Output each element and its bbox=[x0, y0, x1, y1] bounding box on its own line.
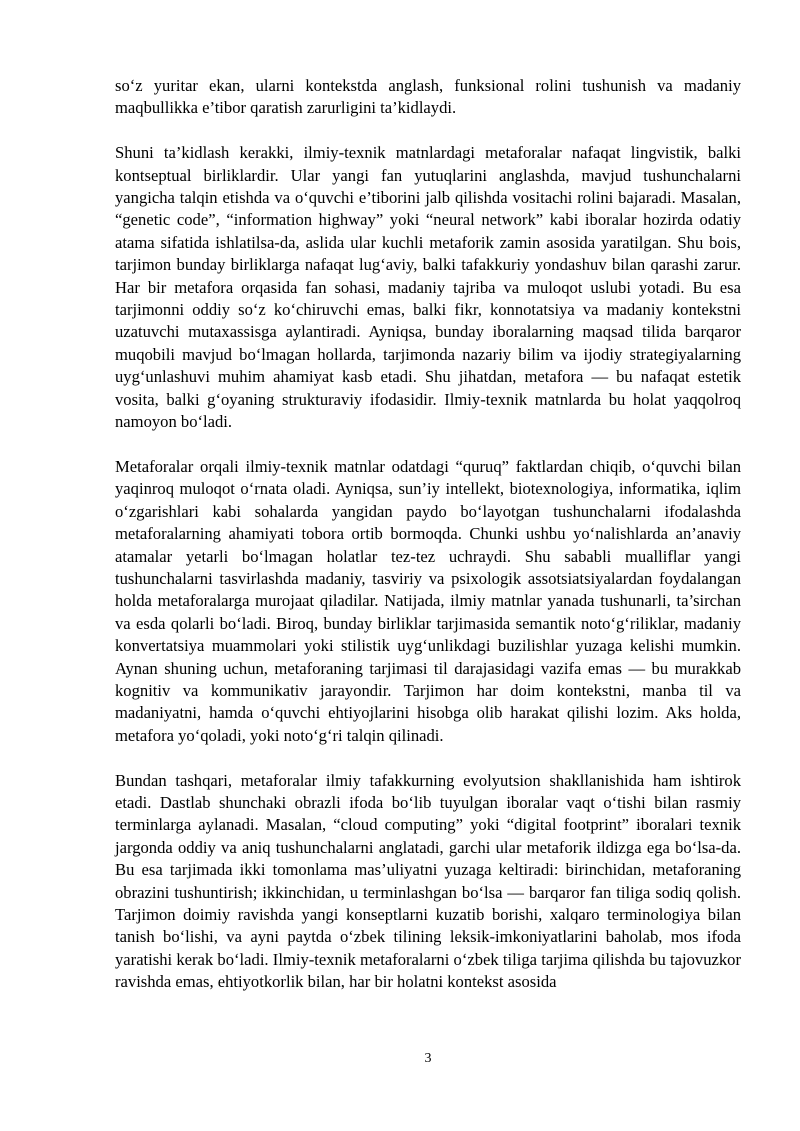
paragraph-3: Metaforalar orqali ilmiy-texnik matnlar odatdagi “quruq” faktlardan chiqib, o‘quvchi bilan yaqinroq muloqot o‘rnata oladi. Ayniqsa, sun’iy intellekt, biotexnologiya, informatika, iqlim o‘zgarishlari kabi sohalarda yangidan paydo bo‘layotgan tushunchalarni ifodalashda metaforalarning ahamiyati tobora ortib bormoqda. Chunki ushbu yo‘nalishlarda an’anaviy atamalar yetarli bo‘lmagan holatlar tez-tez uchraydi. Shu sababli mualliflar yangi tushunchalarni tasvirlashda madaniy, tasviriy va psixologik assotsiatsiyalardan foydalangan holda metaforalarga murojaat qiladilar. Natijada, ilmiy matnlar yanada tushunarli, ta’sirchan va esda qolarli bo‘ladi. Biroq, bunday birliklar tarjimasida semantik noto‘g‘riliklar, madaniy konvertatsiya muammolari yoki stilistik uyg‘unlikdagi buzilishlar yuzaga kelishi mumkin. Aynan shuning uchun, metaforaning tarjimasi til darajasidagi vazifa emas — bu murakkab kognitiv va kommunikativ jarayondir. Tarjimon har doim kontekstni, manba til va madaniyatni, hamda o‘quvchi ehtiyojlarini hisobga olib harakat qilishi lozim. Aks holda, metafora yo‘qoladi, yoki noto‘g‘ri talqin qilinadi. bbox=[115, 456, 741, 745]
paragraph-4: Bundan tashqari, metaforalar ilmiy tafakkurning evolyutsion shakllanishida ham ishtirok etadi. Dastlab shunchaki obrazli ifoda bo‘lib tuyulgan iboralar vaqt o‘tishi bilan rasmiy terminlarga aylanadi. Masalan, “cloud computing” yoki “digital footprint” iboralari texnik jargonda oddiy va aniq tushunchalarni anglatadi, garchi ular metaforik ildizga ega bo‘lsa-da. Bu esa tarjimada ikki tomonlama mas’uliyatni yuzaga keltiradi: birinchidan, metaforaning obrazini tushuntirish; ikkinchidan, u terminlashgan bo‘lsa — barqaror fan tiliga sodiq qolish. Tarjimon doimiy ravishda yangi konseptlarni kuzatib borishi, xalqaro terminologiya bilan tanish bo‘lishi, va ayni paytda o‘zbek tilining leksik-imkoniyatlarini baholab, mos ifoda yaratishi kerak bo‘ladi. Ilmiy-texnik metaforalarni o‘zbek tiliga tarjima qilishda bu tajovuzkor ravishda emas, ehtiyotkorlik bilan, har bir holatni kontekst asosida bbox=[115, 770, 741, 992]
paragraph-2: Shuni ta’kidlash kerakki, ilmiy-texnik matnlardagi metaforalar nafaqat lingvistik, balki kontseptual birliklardir. Ular yangi fan yutuqlarini anglashda, mavjud tushunchalarni yangicha talqin etishda va o‘quvchi e’tiborini jalb qilishda vositachi rolini bajaradi. Masalan, “genetic code”, “information highway” yoki “neural network” kabi iboralar hozirda odatiy atama sifatida ishlatilsa-da, aslida ular kuchli metaforik zamin asosida yaratilgan. Shu bois, tarjimon bunday birliklarga nafaqat lug‘aviy, balki tafakkuriy yondashuv bilan qarashi zarur. Har bir metafora orqasida fan sohasi, madaniy tajriba va muloqot uslubi yotadi. Bu esa tarjimonni oddiy so‘z ko‘chiruvchi emas, balki fikr, konnotatsiya va madaniy kontekstni uzatuvchi mutaxassisga aylantiradi. Ayniqsa, bunday iboralarning maqsad tilida barqaror muqobili mavjud bo‘lmagan hollarda, tarjimonda nazariy bilim va ijodiy strategiyalarning uyg‘unlashuvi muhim ahamiyat kasb etadi. Shu jihatdan, metafora — bu nafaqat estetik vosita, balki g‘oyaning strukturaviy ifodasidir. Ilmiy-texnik matnlarda bu holat yaqqolroq namoyon bo‘ladi. bbox=[115, 143, 741, 432]
page-number: 3 bbox=[424, 1051, 432, 1066]
body-text bbox=[115, 75, 741, 1016]
paragraph-1: so‘z yuritar ekan, ularni kontekstda anglash, funksional rolini tushunish va madaniy maqbullikka e’tibor qaratish zarurligini ta’kidlaydi. bbox=[115, 76, 741, 118]
